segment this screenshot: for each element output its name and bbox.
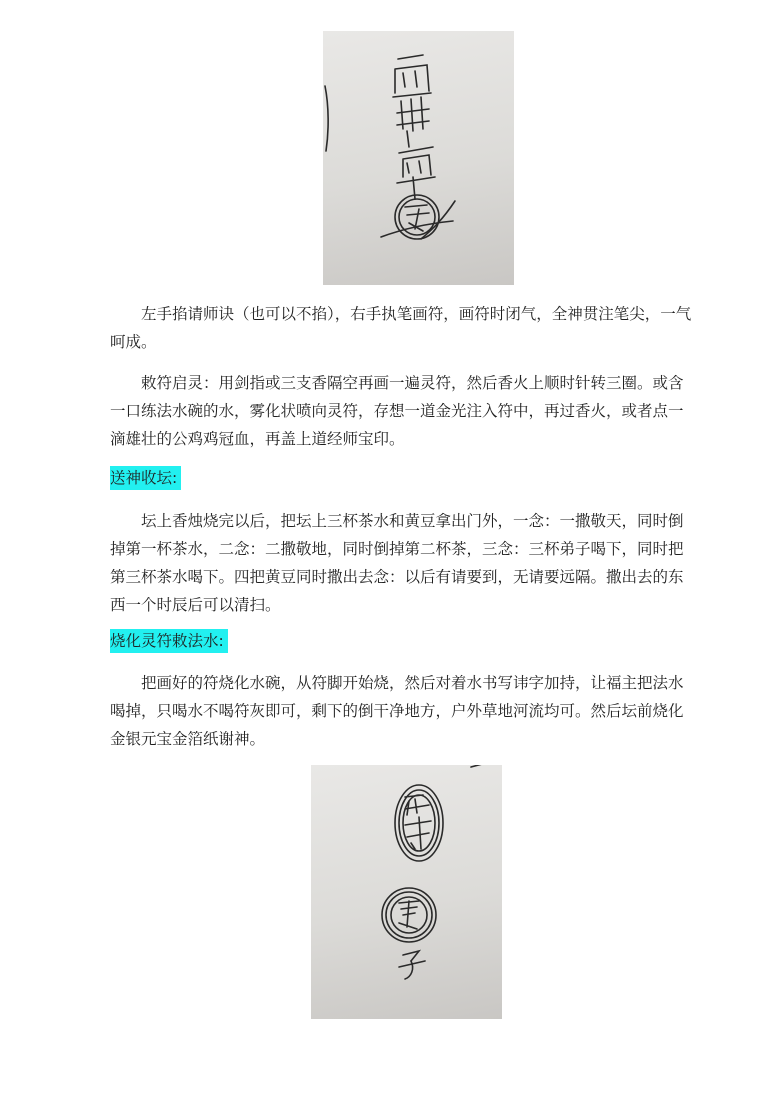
paragraph-4: 把画好的符烧化水碗，从符脚开始烧，然后对着水书写讳字加持，让福主把法水喝掉，只喝水不喝符灰即可，剩下的倒干净地方，户外草地河流均可。然后坛前烧化金银元宝金箔纸谢神。	[110, 674, 684, 748]
paragraph-3: 坛上香烛烧完以后，把坛上三杯茶水和黄豆拿出门外，一念：一撒敬天，同时倒掉第一杯茶水，二念：二撒敬地，同时倒掉第二杯茶，三念：三杯弟子喝下，同时把第三杯茶水喝下。四把黄豆同时撒出去念：以后有请要到，无请要远隔。撒出去的东西一个时辰后可以清扫。	[110, 512, 684, 614]
heading-burn-talisman: 烧化灵符敕法水:	[110, 629, 228, 653]
talisman-photo-top	[323, 31, 514, 285]
talisman-drawing-bottom	[311, 765, 502, 1019]
heading-send-gods: 送神收坛:	[110, 466, 181, 490]
paragraph-1: 左手掐请师诀（也可以不掐），右手执笔画符，画符时闭气，全神贯注笔尖，一气呵成。	[110, 305, 692, 351]
talisman-drawing-top	[323, 31, 514, 285]
talisman-photo-bottom	[311, 765, 502, 1019]
paragraph-2: 敕符启灵：用剑指或三支香隔空再画一遍灵符，然后香火上顺时针转三圈。或含一口练法水碗的水，雾化状喷向灵符，存想一道金光注入符中，再过香火，或者点一滴雄壮的公鸡鸡冠血，再盖上道经师宝印。	[110, 374, 684, 448]
